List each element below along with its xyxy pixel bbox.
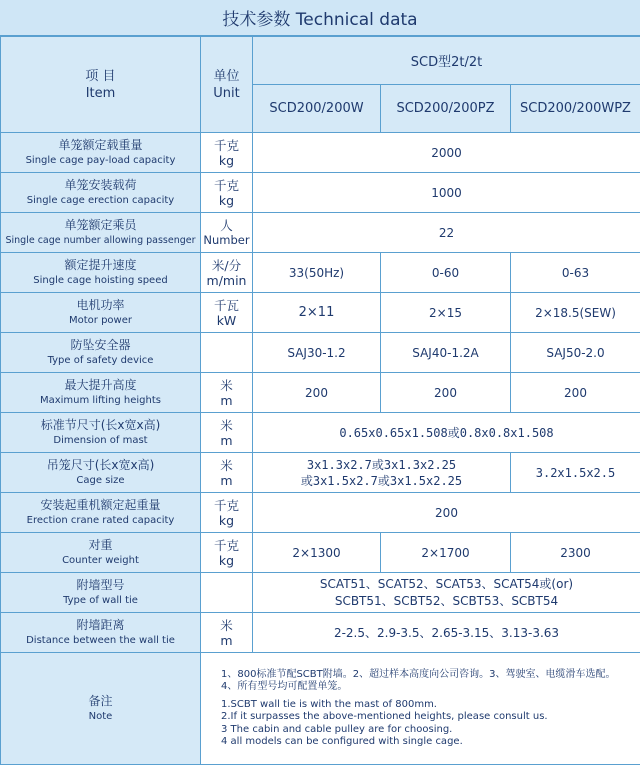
row-item — [1, 133, 201, 173]
row-item-zh: 附墙距离 — [76, 617, 125, 632]
notes-en-line: 1.SCBT wall tie is with the mast of 800mm. — [221, 698, 437, 710]
row-value-wpz: 200 — [511, 373, 640, 413]
row-unit — [201, 253, 253, 293]
row-value-w: 2×1300 — [253, 533, 381, 573]
row-unit — [201, 573, 253, 613]
header-item-cell — [1, 37, 201, 133]
notes-content — [201, 653, 640, 765]
row-item — [1, 373, 201, 413]
row-item-en: Single cage hoisting speed — [33, 274, 168, 286]
row-unit-zh: 米 — [220, 457, 233, 473]
row-item-zh: 对重 — [88, 537, 113, 552]
table-row — [1, 533, 640, 573]
row-value — [253, 573, 640, 613]
row-unit-zh: 米 — [220, 377, 233, 393]
row-item-zh: 最大提升高度 — [64, 377, 137, 392]
header-unit-cell — [201, 37, 253, 133]
row-unit — [201, 413, 253, 453]
row-unit-en: m — [220, 472, 233, 488]
table-row — [1, 333, 640, 373]
row-value: 1000 — [253, 173, 640, 213]
row-item-zh: 防坠安全器 — [70, 337, 131, 352]
notes-label-zh: 备注 — [88, 693, 113, 708]
row-unit-en: kg — [218, 512, 235, 528]
row-item-en: Dimension of mast — [53, 434, 148, 446]
table-row — [1, 253, 640, 293]
row-unit — [201, 613, 253, 653]
header-model-pz: SCD200/200PZ — [381, 85, 511, 133]
row-unit-en: m — [220, 632, 233, 648]
row-unit-en: kg — [218, 152, 235, 168]
notes-zh-line: 1、800标准节配SCBT附墙。2、超过样本高度向公司咨询。3、驾驶室、电缆滑车选配。 — [221, 668, 616, 680]
row-unit-en: m — [220, 432, 233, 448]
row-value-wpz: SAJ50-2.0 — [511, 333, 640, 373]
table-row — [1, 413, 640, 453]
row-unit — [201, 373, 253, 413]
notes-zh — [221, 669, 640, 693]
row-item — [1, 293, 201, 333]
wall-tie-line-1: SCAT51、SCAT52、SCAT53、SCAT54或(or) — [319, 576, 574, 591]
row-unit-zh: 人 — [220, 217, 233, 233]
row-unit-en: kg — [218, 192, 235, 208]
row-item-en: Single cage pay-load capacity — [25, 154, 176, 166]
row-value: 22 — [253, 213, 640, 253]
row-item-en: Cage size — [76, 474, 125, 486]
table-row — [1, 573, 640, 613]
table-row — [1, 613, 640, 653]
row-value-pz: 2×15 — [381, 293, 511, 333]
row-unit-zh: 米/分 — [211, 257, 242, 273]
row-value-wpz: 2300 — [511, 533, 640, 573]
row-item-en: Type of safety device — [47, 354, 154, 366]
row-value: 2000 — [253, 133, 640, 173]
table-row — [1, 213, 640, 253]
cage-size-line-2: 或3x1.5x2.7或3x1.5x2.25 — [300, 473, 463, 488]
row-unit-zh: 千克 — [213, 177, 239, 193]
row-unit — [201, 133, 253, 173]
header-unit-en: Unit — [213, 85, 240, 101]
row-value-wpz: 2×18.5(SEW) — [511, 293, 640, 333]
row-unit-zh: 米 — [220, 617, 233, 633]
header-item-zh: 项 目 — [85, 68, 116, 84]
table-row — [1, 133, 640, 173]
cage-size-line-1: 3x1.3x2.7或3x1.3x2.25 — [306, 457, 457, 472]
row-value-pz: 200 — [381, 373, 511, 413]
row-value-w: 2×11 — [253, 293, 381, 333]
row-unit — [201, 333, 253, 373]
row-item-en: Counter weight — [62, 554, 139, 566]
spec-table — [0, 36, 640, 765]
row-item-en: Type of wall tie — [63, 594, 138, 606]
table-row — [1, 373, 640, 413]
row-unit-zh: 千克 — [213, 537, 239, 553]
row-item-zh: 电机功率 — [76, 297, 125, 312]
row-value-w: SAJ30-1.2 — [253, 333, 381, 373]
notes-en — [221, 699, 640, 749]
row-value: 2-2.5、2.9-3.5、2.65-3.15、3.13-3.63 — [253, 613, 640, 653]
row-item — [1, 453, 201, 493]
row-unit-en: Number — [203, 232, 250, 247]
header-row-group — [1, 37, 640, 85]
header-model-w: SCD200/200W — [253, 85, 381, 133]
notes-en-line: 2.If it surpasses the above-mentioned heights, please consult us. — [221, 711, 548, 722]
row-item-zh: 吊笼尺寸(长x宽x高) — [46, 457, 155, 472]
row-unit — [201, 493, 253, 533]
row-unit — [201, 173, 253, 213]
row-item-en: Erection crane rated capacity — [26, 514, 175, 526]
row-value-pz: 2×1700 — [381, 533, 511, 573]
notes-en-line: 4 all models can be configured with single cage. — [221, 736, 463, 747]
row-item — [1, 413, 201, 453]
notes-zh-line: 4、所有型号均可配置单笼。 — [221, 680, 348, 692]
row-item-zh: 单笼额定载重量 — [58, 137, 143, 152]
header-model-group: SCD型2t/2t — [253, 37, 640, 85]
sheet-title: 技术参数 Technical data — [0, 0, 640, 36]
notes-en-line: 3 The cabin and cable pulley are for choosing. — [221, 723, 453, 735]
row-item-en: Single cage erection capacity — [26, 194, 175, 206]
row-item-en: Single cage number allowing passenger — [5, 234, 196, 246]
row-unit — [201, 293, 253, 333]
row-value-wpz: 3.2x1.5x2.5 — [511, 453, 640, 493]
table-row — [1, 453, 640, 493]
row-unit — [201, 533, 253, 573]
row-value-w: 200 — [253, 373, 381, 413]
row-value-w: 33(50Hz) — [253, 253, 381, 293]
row-value-wpz: 0-63 — [511, 253, 640, 293]
row-item-zh: 安装起重机额定起重量 — [40, 497, 161, 512]
row-value-pz: 0-60 — [381, 253, 511, 293]
notes-label-en: Note — [88, 710, 113, 722]
row-item — [1, 613, 201, 653]
row-item-zh: 额定提升速度 — [64, 257, 137, 272]
wall-tie-line-2: SCBT51、SCBT52、SCBT53、SCBT54 — [334, 593, 559, 608]
row-item-en: Maximum lifting heights — [39, 394, 161, 406]
row-item — [1, 573, 201, 613]
table-row — [1, 493, 640, 533]
row-item — [1, 333, 201, 373]
row-item-zh: 单笼安装载荷 — [64, 177, 137, 192]
row-unit-en: kg — [218, 552, 235, 568]
row-item-zh: 附墙型号 — [76, 577, 125, 592]
row-item-zh: 单笼额定乘员 — [64, 217, 137, 232]
row-unit-en: m — [220, 392, 233, 408]
row-value-pz: SAJ40-1.2A — [381, 333, 511, 373]
row-item-en: Distance between the wall tie — [26, 634, 175, 646]
row-unit-zh: 米 — [220, 417, 233, 433]
header-unit-zh: 单位 — [213, 68, 240, 84]
row-item — [1, 173, 201, 213]
header-item-en: Item — [85, 85, 116, 101]
row-unit-en: m/min — [206, 272, 247, 288]
row-unit-zh: 千瓦 — [213, 297, 239, 313]
notes-row — [1, 653, 640, 765]
header-model-wpz: SCD200/200WPZ — [511, 85, 640, 133]
row-item — [1, 533, 201, 573]
row-item — [1, 253, 201, 293]
row-unit — [201, 453, 253, 493]
row-value: 0.65x0.65x1.508或0.8x0.8x1.508 — [253, 413, 640, 453]
row-value-w-pz — [253, 453, 511, 493]
table-row — [1, 293, 640, 333]
table-row — [1, 173, 640, 213]
row-item-en: Motor power — [69, 314, 132, 326]
row-unit-zh: 千克 — [213, 137, 239, 153]
row-item — [1, 213, 201, 253]
row-value: 200 — [253, 493, 640, 533]
row-unit-en: kW — [216, 312, 237, 328]
notes-label — [1, 653, 201, 765]
row-unit-zh: 千克 — [213, 497, 239, 513]
row-item — [1, 493, 201, 533]
row-unit — [201, 213, 253, 253]
row-item-zh: 标准节尺寸(长x宽x高) — [40, 417, 161, 432]
